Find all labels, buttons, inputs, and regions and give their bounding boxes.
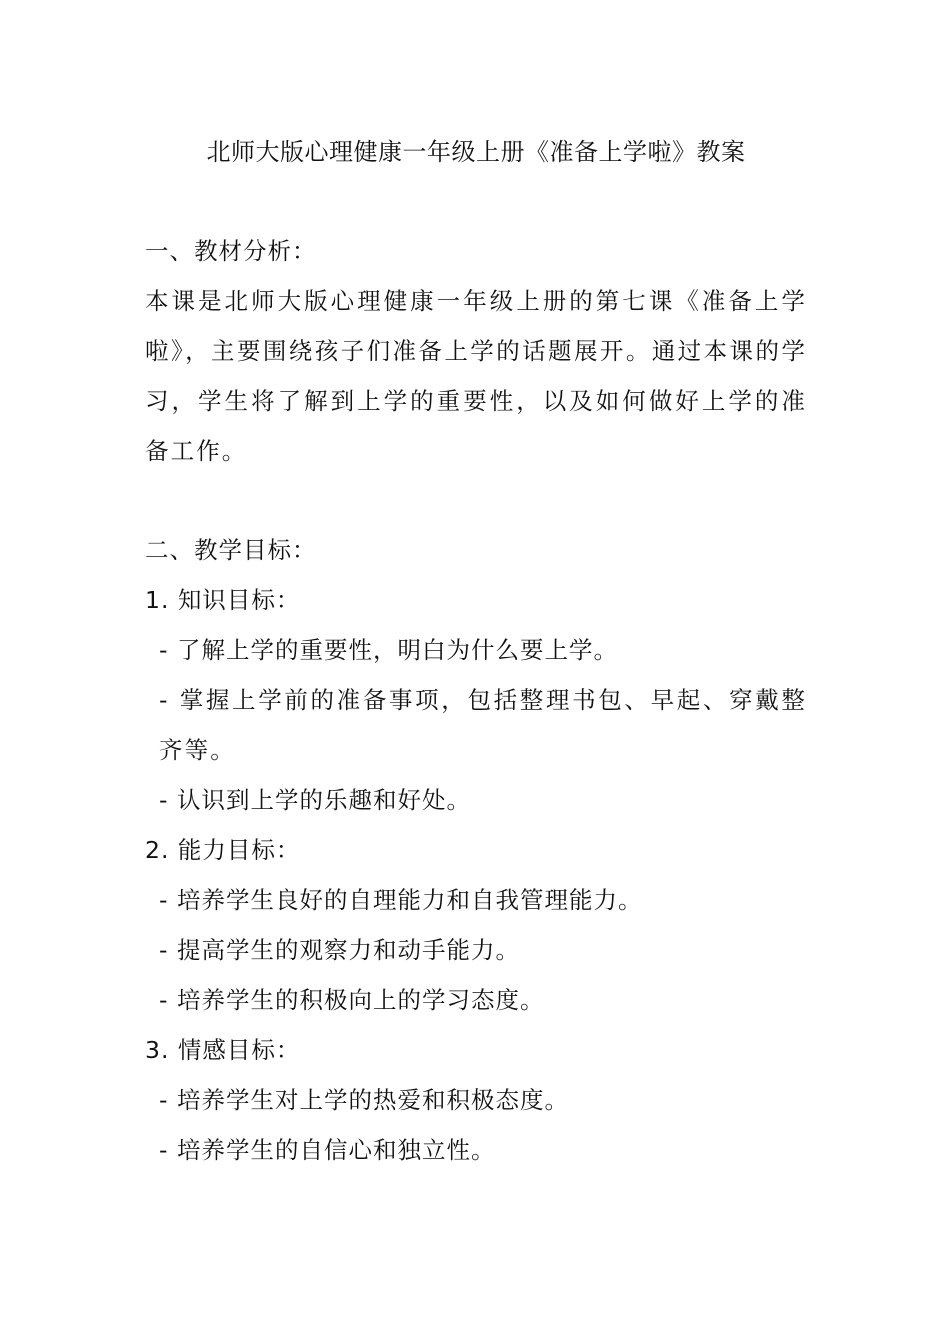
- document-body: [145, 127, 807, 1175]
- list-item: - 提高学生的观察力和动手能力。: [159, 936, 520, 964]
- section-heading-goals: 二、教学目标：: [145, 536, 317, 564]
- list-item: - 认识到上学的乐趣和好处。: [159, 786, 471, 814]
- goal-heading-ability: 2. 能力目标：: [145, 836, 301, 864]
- list-item: - 培养学生的积极向上的学习态度。: [159, 986, 545, 1014]
- goal-heading-knowledge: 1. 知识目标：: [145, 586, 301, 614]
- goal-heading-emotion: 3. 情感目标：: [145, 1036, 301, 1064]
- spacer: [145, 476, 807, 525]
- list-item: - 培养学生对上学的热爱和积极态度。: [159, 1086, 569, 1114]
- spacer: [145, 177, 807, 226]
- list-item: - 培养学生良好的自理能力和自我管理能力。: [159, 886, 643, 914]
- list-item: - 掌握上学前的准备事项，包括整理书包、早起、穿戴整齐等。: [159, 686, 807, 764]
- section-heading-materials: 一、教材分析：: [145, 237, 317, 265]
- document-title: 北师大版心理健康一年级上册《准备上学啦》教案: [206, 138, 746, 166]
- materials-paragraph: 本课是北师大版心理健康一年级上册的第七课《准备上学啦》，主要围绕孩子们准备上学的话题展开。通过本课的学习，学生将了解到上学的重要性，以及如何做好上学的准备工作。: [145, 287, 807, 465]
- list-item: - 培养学生的自信心和独立性。: [159, 1136, 496, 1164]
- list-item: - 了解上学的重要性，明白为什么要上学。: [159, 636, 618, 664]
